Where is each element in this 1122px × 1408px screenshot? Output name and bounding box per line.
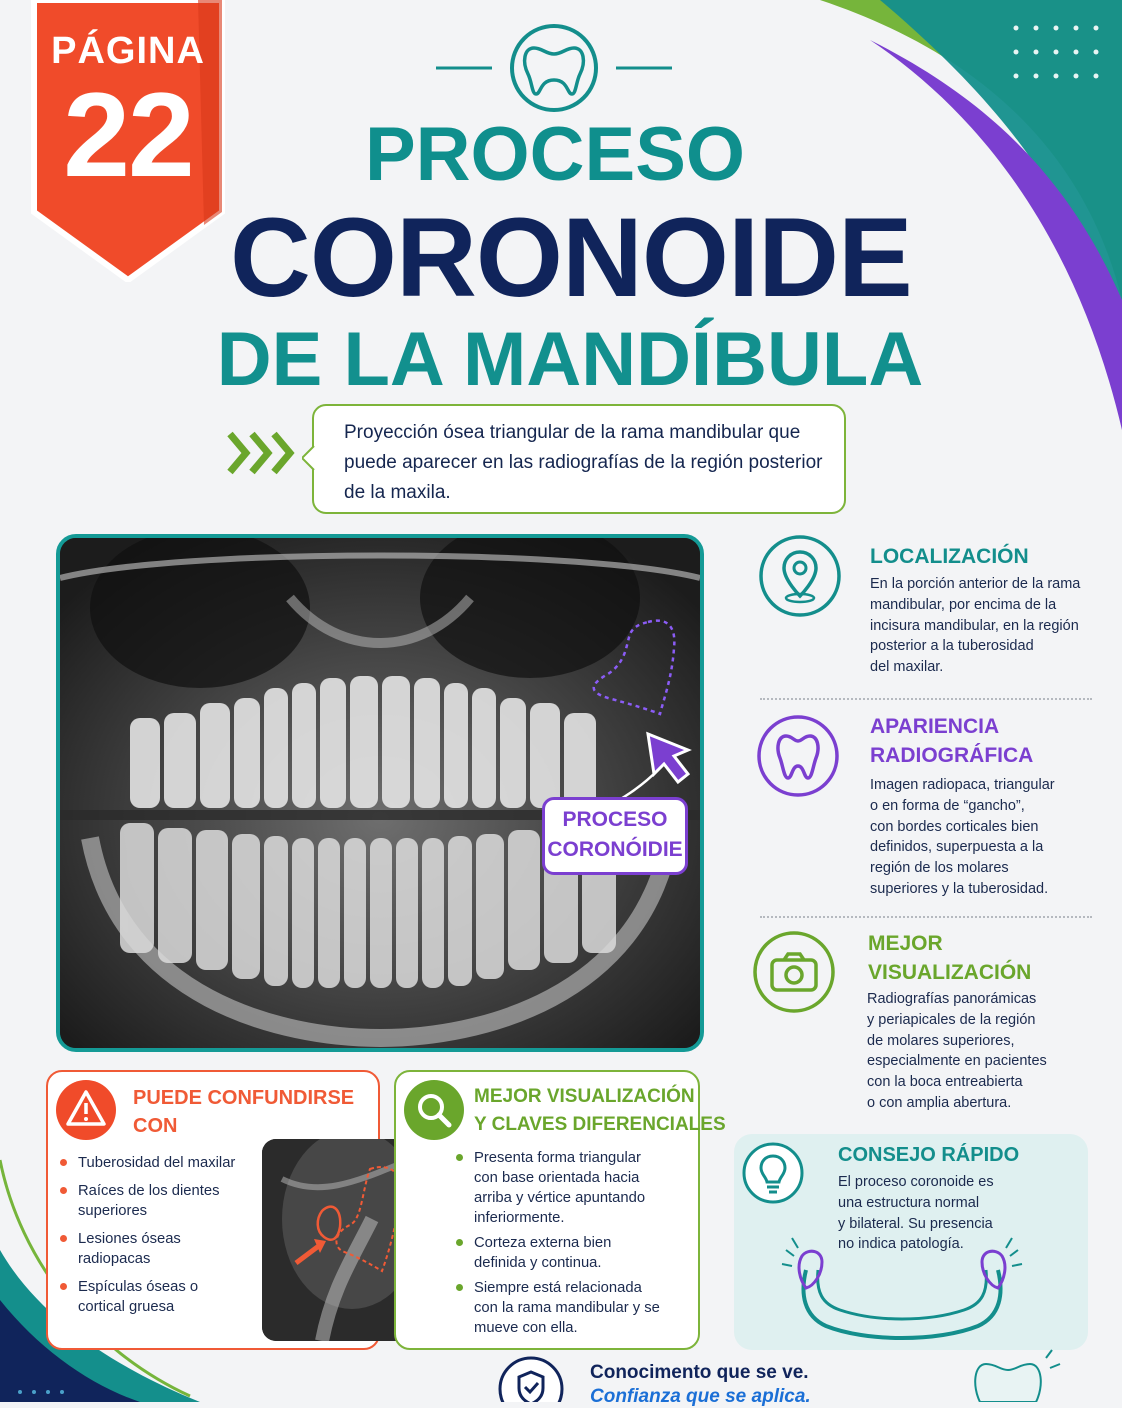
keys-list — [474, 1148, 689, 1338]
confuse-list — [78, 1153, 258, 1317]
visualization-title: MEJOR VISUALIZACIÓN — [868, 932, 1032, 984]
location-title: LOCALIZACIÓN — [870, 545, 1029, 568]
footer-line-2: Confianza que se aplica. — [590, 1386, 811, 1407]
divider — [760, 698, 1092, 700]
list-item: Presenta forma triangular con base orientada hacia arriba y vértice apuntando inferiormente. — [474, 1148, 689, 1228]
tooth-corner-icon — [966, 1346, 1062, 1402]
tip-text: El proceso coronoide es una estructura normal y bilateral. Su presencia no indica patología. — [838, 1174, 994, 1253]
confuse-title: PUEDE CONFUNDIRSE CON — [133, 1087, 355, 1137]
shield-check-icon — [498, 1356, 564, 1402]
magnifier-icon — [402, 1078, 466, 1142]
callout-line-1: PROCESO — [562, 808, 668, 831]
panoramic-xray — [56, 534, 704, 1052]
tooth-header-icon — [436, 22, 672, 118]
title-line-3: DE LA MANDÍBULA — [216, 317, 924, 402]
chevrons-icon — [226, 430, 298, 476]
location-pin-icon — [758, 534, 842, 618]
page-label: PÁGINA — [51, 30, 205, 72]
intro-pointer — [302, 446, 316, 470]
camera-icon — [752, 930, 836, 1014]
footer-line-1: Conocimento que se ve. — [590, 1362, 809, 1383]
appearance-text: Imagen radiopaca, triangular o en forma de “gancho”, con bordes corticales bien definidos, superpuesta a la región de los molares superiores y la tuberosidad. — [870, 777, 1055, 897]
list-item: Tuberosidad del maxilar — [78, 1153, 258, 1173]
list-item: Corteza externa bien definida y continua. — [474, 1233, 689, 1273]
title-line-1: PROCESO — [364, 112, 746, 197]
keys-title: MEJOR VISUALIZACIÓN Y CLAVES DIFERENCIALES — [474, 1086, 726, 1135]
warning-icon — [54, 1078, 118, 1142]
lightbulb-icon — [742, 1142, 804, 1204]
location-text: En la porción anterior de la rama mandibular, por encima de la incisura mandibular, en la región posterior a la tuberosidad del maxilar. — [870, 576, 1081, 676]
title-line-2: CORONOIDE — [230, 195, 912, 320]
tip-title: CONSEJO RÁPIDO — [838, 1144, 1020, 1166]
page-number: 22 — [63, 68, 193, 202]
callout-line-2: CORONÓIDIE — [547, 838, 683, 861]
intro-text: Proyección ósea triangular de la rama mandibular que puede aparecer en las radiografías de la región posterior de la maxila. — [344, 422, 823, 503]
visualization-text: Radiografías panorámicas y periapicales de la región de molares superiores, especialmente en pacientes con la boca entreabierta o con amplia abertura. — [867, 991, 1047, 1111]
list-item: Siempre está relacionada con la rama mandibular y se mueve con ella. — [474, 1278, 689, 1338]
mandible-illustration — [776, 1230, 1028, 1348]
divider — [760, 916, 1092, 918]
list-item: Espículas óseas o cortical gruesa — [78, 1277, 258, 1317]
list-item: Lesiones óseas radiopacas — [78, 1229, 258, 1269]
appearance-title: APARIENCIA RADIOGRÁFICA — [870, 715, 1034, 767]
list-item: Raíces de los dientes superiores — [78, 1181, 258, 1221]
tooth-icon — [756, 714, 840, 798]
